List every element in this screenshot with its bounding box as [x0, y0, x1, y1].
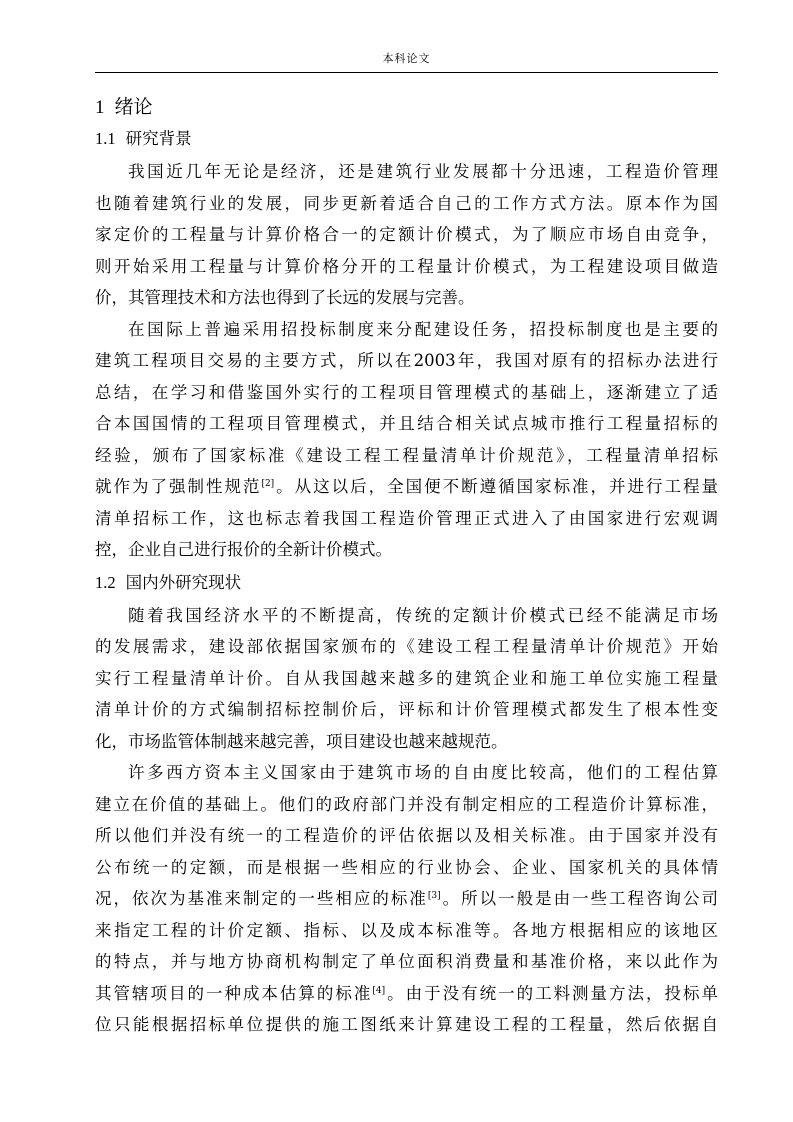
- text-line: 化，市场监管体制越来越完善，项目建设也越来越规范。: [95, 731, 508, 751]
- text-line: 我国近几年无论是经济，还是建筑行业发展都十分迅速，工程造价管理: [128, 162, 718, 181]
- section-number: 1.2: [95, 572, 116, 592]
- section-number: 1.1: [95, 129, 116, 148]
- text-line: 则开始采用工程量与计算价格分开的工程量计价模式，为工程建设项目做造: [95, 256, 718, 276]
- section-title: 研究背景: [125, 129, 192, 148]
- running-header: 本科论文: [382, 52, 431, 65]
- chapter-title: 绪论: [114, 96, 153, 118]
- text-line: 来指定工程的计价定额、指标、以及成本标准等。各地方根据相应的该地区: [95, 920, 718, 940]
- citation-ref[interactable]: [3]: [427, 891, 441, 901]
- body-content: [95, 92, 718, 1041]
- section-heading: [95, 566, 718, 600]
- citation-ref[interactable]: [4]: [372, 985, 386, 996]
- text-line: 建筑工程项目交易的主要方式，所以在2003年，我国对原有的招标办法进行: [95, 351, 718, 370]
- text-line: 的特点，并与地方协商机构制定了单位面积消费量和基准价格，来以此作为: [95, 952, 718, 971]
- text-segment: 。由于没有统一的工料测量方法，投标单: [385, 983, 718, 1003]
- text-segment: 。所以一般是由一些工程咨询公司: [440, 889, 718, 908]
- text-line: 实行工程量清单计价。自从我国越来越多的建筑企业和施工单位实施工程量: [95, 668, 718, 688]
- text-line: 经验，颁布了国家标准《建设工程工程量清单计价规范》，工程量清单招标: [95, 445, 718, 465]
- paragraph: [95, 757, 718, 1041]
- text-segment: 况，依次为基准来制定的一些相应的标准: [95, 889, 428, 908]
- text-line: 总结，在学习和借鉴国外实行的工程项目管理模式的基础上，逐渐建立了适: [95, 382, 718, 402]
- chapter-number: 1: [95, 97, 105, 118]
- text-line: 在国际上普遍采用招投标制度来分配建设任务，招投标制度也是主要的: [128, 319, 718, 339]
- text-line: 许多西方资本主义国家由于建筑市场的自由度比较高，他们的工程估算: [128, 763, 718, 782]
- text-line: 随着我国经济水平的不断提高，传统的定额计价模式已经不能满足市场: [128, 605, 718, 625]
- text-line: 家定价的工程量与计算价格合一的定额计价模式，为了顺应市场自由竞争，: [95, 225, 718, 244]
- text-segment: 其管辖项目的一种成本估算的标准: [95, 983, 373, 1003]
- paragraph: [95, 314, 718, 566]
- header-rule: [95, 72, 718, 73]
- text-segment: 就作为了强制性规范: [95, 477, 262, 496]
- paragraph: [95, 156, 718, 314]
- text-line: 价，其管理技术和方法也得到了长远的发展与完善。: [95, 288, 475, 307]
- text-line: 公布统一的定额，而是根据一些相应的行业协会、企业、国家机关的具体情: [95, 857, 718, 877]
- text-segment: 。从这以后，全国便不断遵循国家标准，并进行工程量: [274, 477, 718, 496]
- section-heading: [95, 122, 718, 156]
- text-line-with-citation: [95, 883, 718, 915]
- text-line: 建立在价值的基础上。他们的政府部门并没有制定相应的工程造价计算标准，: [95, 794, 718, 814]
- text-line: 合本国国情的工程项目管理模式，并且结合相关试点城市推行工程量招标的: [95, 414, 718, 433]
- citation-ref[interactable]: [2]: [261, 479, 275, 489]
- text-line: 位只能根据招标单位提供的施工图纸来计算建设工程的工程量，然后依据自: [95, 1015, 718, 1034]
- text-line: 清单计价的方式编制招标控制价后，评标和计价管理模式都发生了根本性变: [95, 700, 718, 719]
- text-line: 的发展需求，建设部依据国家颁布的《建设工程工程量清单计价规范》开始: [95, 637, 718, 656]
- text-line-with-citation: [95, 471, 718, 503]
- text-line: 控，企业自己进行报价的全新计价模式。: [95, 540, 392, 559]
- paragraph: [95, 600, 718, 758]
- text-line: 清单招标工作，这也标志着我国工程造价管理正式进入了由国家进行宏观调: [95, 508, 718, 528]
- text-line: 也随着建筑行业的发展，同步更新着适合自己的工作方式方法。原本作为国: [95, 193, 718, 213]
- text-line: 所以他们并没有统一的工程造价的评估依据以及相关标准。由于国家并没有: [95, 826, 718, 845]
- text-line-with-citation: [95, 978, 718, 1010]
- section-title: 国内外研究现状: [125, 572, 242, 592]
- chapter-heading: [95, 92, 718, 122]
